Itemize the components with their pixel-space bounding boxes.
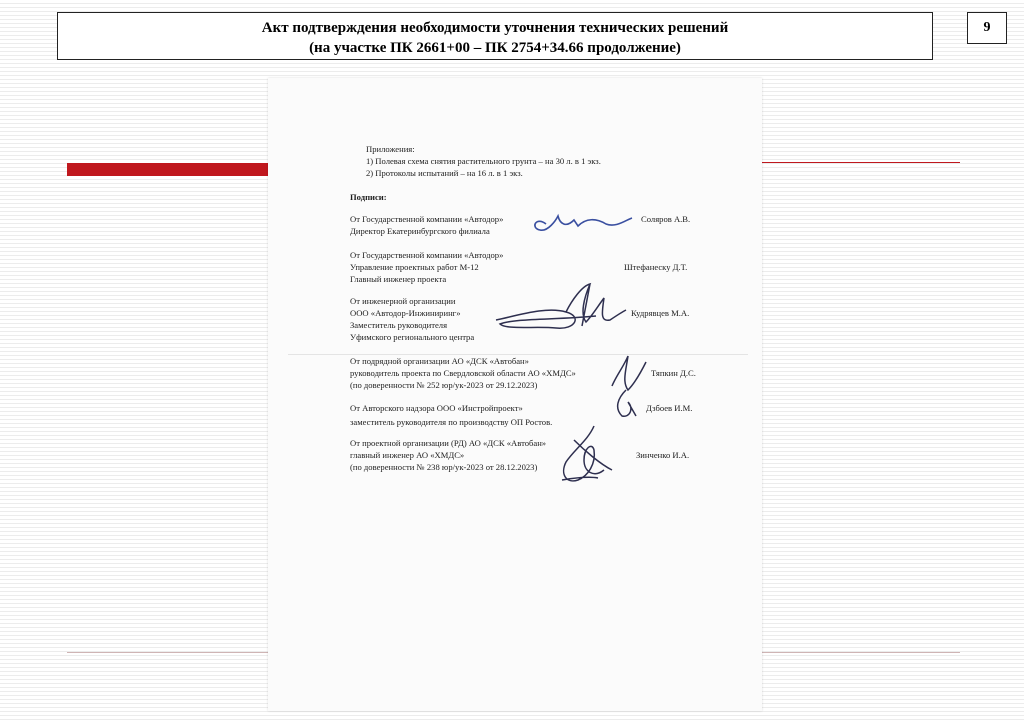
- signatory-line: руководитель проекта по Свердловской области АО «ХМДС»: [350, 368, 576, 378]
- scanned-document: [268, 78, 762, 711]
- signatory-name: Тяпкин Д.С.: [651, 368, 696, 378]
- page-number: 9: [967, 12, 1007, 44]
- signature-1: [526, 206, 636, 238]
- signatory-line: От Государственной компании «Автодор»: [350, 250, 504, 260]
- slide-title-box: [57, 12, 933, 60]
- signatory-name: Дзбоев И.М.: [646, 403, 693, 413]
- signatory-line: (по доверенности № 252 юр/ук-2023 от 29.12.2023): [350, 380, 538, 390]
- signatory-line: Главный инженер проекта: [350, 274, 447, 284]
- signatory-line: заместитель руководителя по производству ОП Ростов.: [350, 417, 553, 427]
- signatory-line: От проектной организации (РД) АО «ДСК «Автобан»: [350, 438, 547, 448]
- signatory-line: Уфимского регионального центра: [350, 332, 475, 342]
- signature-4: [554, 420, 624, 490]
- divider-line-left: [67, 652, 268, 653]
- slide-title-line-1: Акт подтверждения необходимости уточнения технических решений: [261, 20, 729, 36]
- signatory-line: (по доверенности № 238 юр/ук-2023 от 28.12.2023): [350, 462, 538, 472]
- signature-2: [486, 276, 636, 346]
- signatures-heading: Подписи:: [350, 192, 387, 202]
- attachments-heading: Приложения:: [366, 144, 415, 154]
- signatory-name: Кудрявцев М.А.: [631, 308, 690, 318]
- signature-3: [598, 346, 658, 426]
- signatory-line: От Государственной компании «Автодор»: [350, 214, 504, 224]
- signatory-line: Управление проектных работ М-12: [350, 262, 479, 272]
- signatory-line: От инженерной организации: [350, 296, 456, 306]
- signatory-name: Зинченко И.А.: [636, 450, 690, 460]
- signatory-line: Заместитель руководителя: [350, 320, 448, 330]
- signatory-name: Соляров А.В.: [641, 214, 691, 224]
- red-accent-bar: [67, 163, 268, 176]
- signatory-line: От Авторского надзора ООО «Инстройпроект»: [350, 403, 523, 413]
- signatory-line: ООО «Автодор-Инжиниринг»: [350, 308, 461, 318]
- divider-line-right: [762, 652, 960, 653]
- signatory-line: главный инженер АО «ХМДС»: [350, 450, 465, 460]
- signatory-line: От подрядной организации АО «ДСК «Автобан»: [350, 356, 529, 366]
- slide-title-line-2: (на участке ПК 2661+00 – ПК 2754+34.66 продолжение): [309, 40, 681, 56]
- signatory-name: Штефанеску Д.Т.: [624, 262, 688, 272]
- attachment-item: 1) Полевая схема снятия растительного грунта – на 30 л. в 1 экз.: [366, 156, 601, 166]
- scan-fold-line: [288, 354, 748, 355]
- signatory-line: Директор Екатеринбургского филиала: [350, 226, 490, 236]
- attachment-item: 2) Протоколы испытаний – на 16 л. в 1 экз.: [366, 168, 523, 178]
- red-accent-line: [762, 162, 960, 163]
